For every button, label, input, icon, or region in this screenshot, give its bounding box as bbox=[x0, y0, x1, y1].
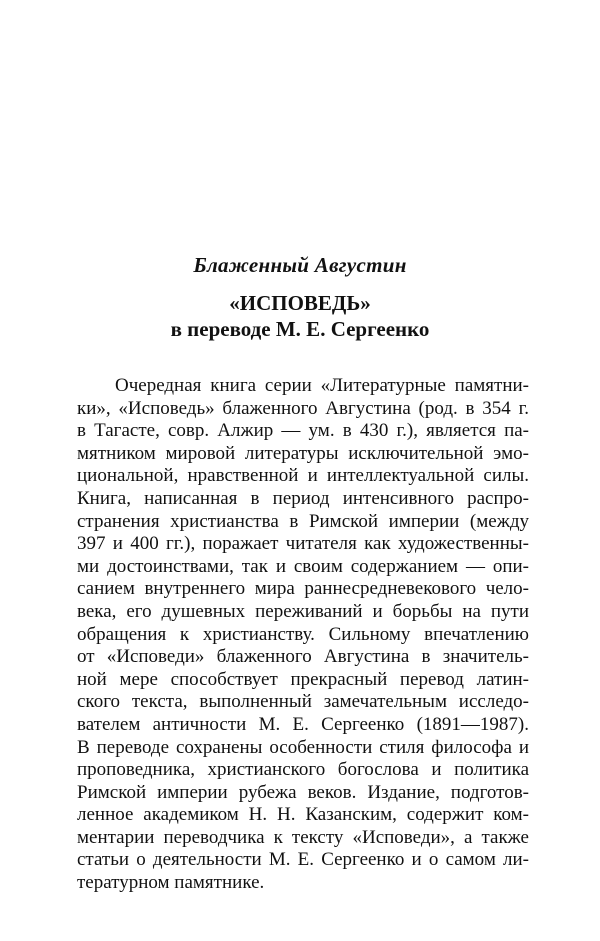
title-line-2: в переводе М. Е. Сергеенко bbox=[170, 317, 430, 341]
text-line: ментарии переводчика к тексту «Исповеди», а также bbox=[77, 826, 529, 848]
text-line: проповедника, христианского богослова и политика bbox=[77, 759, 529, 781]
text-line: тературном памятнике. bbox=[77, 872, 265, 894]
text-line: 397 и 400 гг.), поражает читателя как художественны- bbox=[77, 533, 529, 555]
text-line: века, его душевных переживаний и борьбы на пути bbox=[77, 600, 529, 622]
text-line: циональной, нравственной и интеллектуальной силы. bbox=[77, 465, 529, 487]
text-line: статьи о деятельности М. Е. Сергеенко и о самом ли- bbox=[77, 849, 529, 871]
text-line: обращения к христианству. Сильному впечатлению bbox=[77, 623, 529, 645]
text-line: ленное академиком Н. Н. Казанским, содержит ком- bbox=[77, 804, 529, 826]
text-line: Римской империи рубежа веков. Издание, подготов- bbox=[77, 781, 529, 803]
text-line: от «Исповеди» блаженного Августина в значитель- bbox=[77, 646, 529, 668]
book-title bbox=[0, 290, 600, 342]
text-line: В переводе сохранены особенности стиля философа и bbox=[77, 736, 529, 758]
author-heading: Блаженный Августин bbox=[193, 253, 407, 277]
text-line: Книга, написанная в период интенсивного распро- bbox=[77, 487, 529, 509]
text-line: ки», «Исповедь» блаженного Августина (род. в 354 г. bbox=[77, 397, 529, 419]
text-line: странения христианства в Римской империи (между bbox=[77, 510, 529, 532]
text-line: ми достоинствами, так и своим содержанием — опи- bbox=[77, 555, 529, 577]
text-line: вателем античности М. Е. Сергеенко (1891—1987). bbox=[77, 713, 529, 735]
text-line: санием внутреннего мира раннесредневекового чело- bbox=[77, 578, 529, 600]
text-line: мятником мировой литературы исключительной эмо- bbox=[77, 442, 529, 464]
text-line: ной мере способствует прекрасный перевод латин- bbox=[77, 668, 529, 690]
annotation-paragraph bbox=[77, 375, 529, 895]
text-line: Очередная книга серии «Литературные памятни- bbox=[115, 375, 529, 396]
text-line: в Тагасте, совр. Алжир — ум. в 430 г.), является па- bbox=[77, 420, 529, 442]
text-line: ского текста, выполненный замечательным исследо- bbox=[77, 691, 529, 713]
title-line-1: «ИСПОВЕДЬ» bbox=[229, 291, 371, 315]
